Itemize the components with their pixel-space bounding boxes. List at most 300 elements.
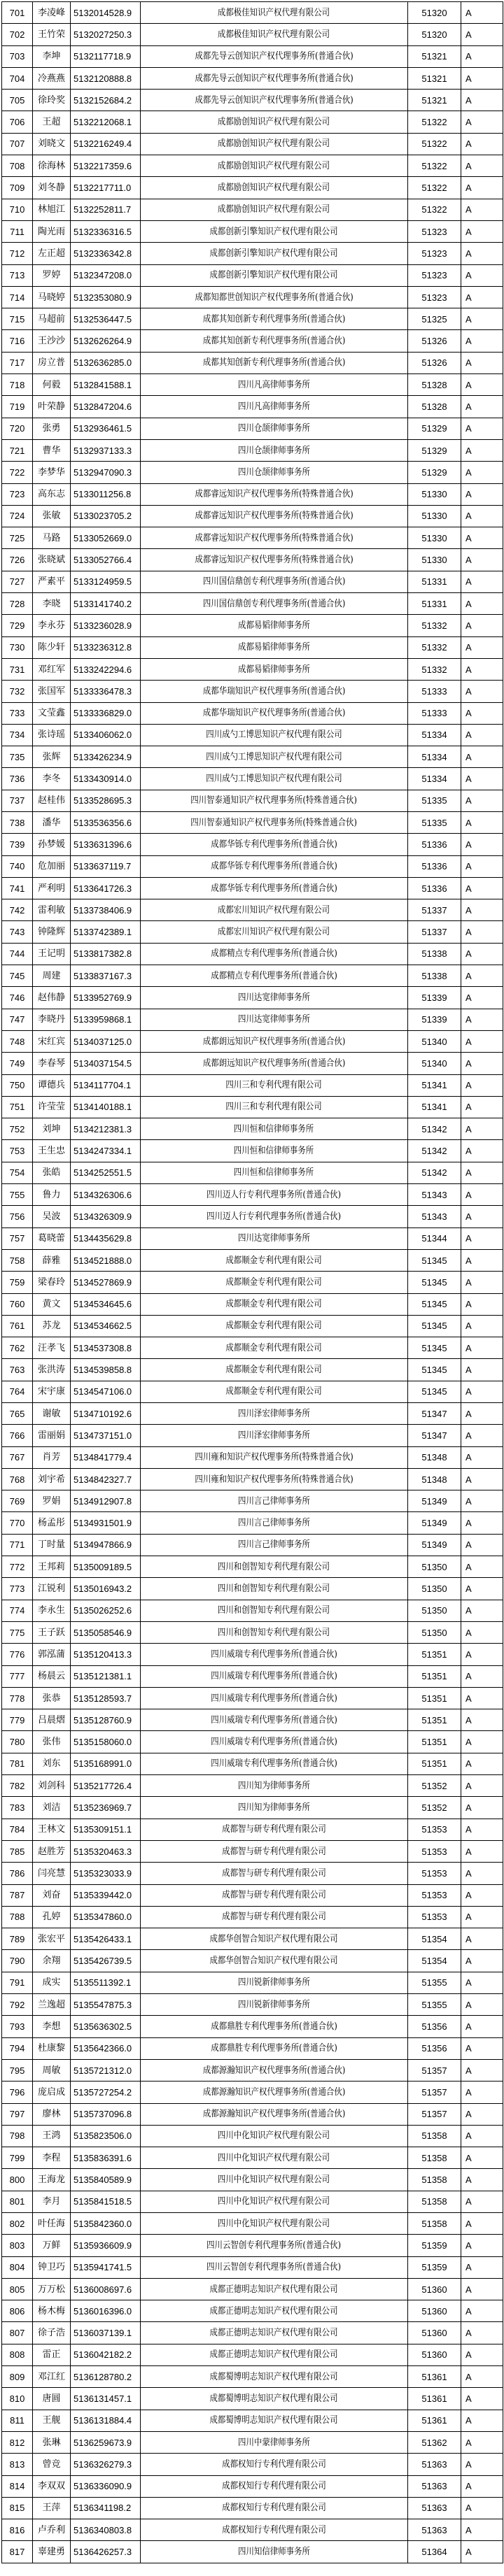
row-number-cell: 767	[2, 1446, 33, 1468]
category-cell: A	[461, 1272, 503, 1293]
table-row	[2, 2388, 503, 2410]
agency-code-cell: 51330	[408, 527, 461, 549]
certificate-number-cell: 5135941741.5	[71, 2256, 141, 2278]
agency-name-cell	[141, 483, 408, 505]
agency-code-cell: 51342	[408, 1118, 461, 1140]
agency-code-cell: 51332	[408, 615, 461, 636]
category-cell: A	[461, 45, 503, 67]
agency-name-cell	[141, 1140, 408, 1162]
agency-code-cell: 51342	[408, 1162, 461, 1183]
agency-name-cell	[141, 834, 408, 855]
agency-name-cell	[141, 2, 408, 24]
agent-name-cell: 李永生	[33, 1600, 71, 1621]
agency-name-cell	[141, 418, 408, 439]
agent-name-cell: 李晓	[33, 593, 71, 615]
agency-name-cell	[141, 2235, 408, 2256]
agent-name-cell: 雷正	[33, 2344, 71, 2365]
category-cell: A	[461, 615, 503, 636]
agent-name-cell: 张晓斌	[33, 549, 71, 571]
certificate-number-cell: 5135836391.6	[71, 2147, 141, 2169]
certificate-number-cell: 5135936609.9	[71, 2235, 141, 2256]
table-row	[2, 220, 503, 242]
table-row	[2, 483, 503, 505]
table-row	[2, 2475, 503, 2497]
agent-name-cell: 黄文	[33, 1293, 71, 1315]
agency-code-cell: 51345	[408, 1293, 461, 1315]
agent-name-cell: 孙梦媛	[33, 834, 71, 855]
agency-name-cell	[141, 177, 408, 199]
agency-name-text: 成都权知行专利代理有限公司	[222, 2458, 326, 2470]
certificate-number-cell: 5135840589.9	[71, 2169, 141, 2191]
agency-name-cell	[141, 67, 408, 89]
row-number-cell: 737	[2, 790, 33, 811]
table-row	[2, 681, 503, 702]
agency-name-text: 四川威瑞专利代理事务所(普通合伙)	[211, 1649, 337, 1660]
agency-code-cell: 51337	[408, 921, 461, 943]
agency-name-cell	[141, 1074, 408, 1096]
agency-name-text: 成都顺金专利代理有限公司	[225, 1255, 323, 1266]
agency-name-cell	[141, 1096, 408, 1118]
table-row	[2, 768, 503, 790]
table-row	[2, 2125, 503, 2147]
agency-name-cell	[141, 2475, 408, 2497]
table-row	[2, 308, 503, 330]
certificate-number-cell: 5132014528.9	[71, 2, 141, 24]
row-number-cell: 707	[2, 133, 33, 155]
agency-name-text: 成都智与研专利代理有限公司	[222, 1890, 326, 1901]
agency-name-text: 四川成勺工博思知识产权代理有限公司	[206, 751, 342, 762]
agency-name-text: 四川凡高律师事务所	[238, 401, 310, 412]
agency-name-text: 成都蜀博明志知识产权代理有限公司	[209, 2393, 339, 2404]
agency-name-cell	[141, 1797, 408, 1819]
table-row	[2, 1600, 503, 1621]
agency-name-cell	[141, 681, 408, 702]
certificate-number-cell: 5134326309.9	[71, 1206, 141, 1227]
row-number-cell: 706	[2, 111, 33, 133]
category-cell: A	[461, 1053, 503, 1074]
agency-code-cell: 51351	[408, 1731, 461, 1753]
agent-name-cell: 王竹荣	[33, 24, 71, 45]
agency-name-cell	[141, 439, 408, 461]
certificate-number-cell: 5134037125.0	[71, 1030, 141, 1052]
agency-code-cell: 51351	[408, 1709, 461, 1731]
agency-name-text: 四川威瑞专利代理事务所(普通合伙)	[211, 1737, 337, 1748]
row-number-cell: 810	[2, 2388, 33, 2410]
agent-name-cell: 叶荣静	[33, 396, 71, 418]
category-cell: A	[461, 483, 503, 505]
table-row	[2, 111, 503, 133]
table-row	[2, 155, 503, 177]
category-cell: A	[461, 1994, 503, 2016]
category-cell: A	[461, 2016, 503, 2037]
agency-name-text: 四川仓颉律师事务所	[238, 445, 310, 456]
table-row	[2, 2278, 503, 2300]
agent-name-cell: 徐子浩	[33, 2322, 71, 2344]
certificate-number-cell: 5132336316.5	[71, 220, 141, 242]
certificate-number-cell: 5133124959.5	[71, 571, 141, 592]
table-row	[2, 2235, 503, 2256]
row-number-cell: 741	[2, 877, 33, 899]
row-number-cell: 783	[2, 1797, 33, 1819]
table-row	[2, 2431, 503, 2453]
agency-code-cell: 51356	[408, 2016, 461, 2037]
row-number-cell: 817	[2, 2541, 33, 2563]
row-number-cell: 806	[2, 2300, 33, 2322]
certificate-number-cell: 5132947090.3	[71, 462, 141, 483]
category-cell: A	[461, 681, 503, 702]
agency-name-cell	[141, 462, 408, 483]
agency-name-cell	[141, 374, 408, 396]
agency-code-cell: 51322	[408, 155, 461, 177]
agent-name-cell: 钟隆辉	[33, 921, 71, 943]
agency-name-cell	[141, 2256, 408, 2278]
category-cell: A	[461, 2366, 503, 2388]
agency-name-cell	[141, 855, 408, 877]
category-cell: A	[461, 746, 503, 768]
category-cell: A	[461, 2147, 503, 2169]
row-number-cell: 812	[2, 2431, 33, 2453]
agent-name-cell: 梁春玲	[33, 1272, 71, 1293]
table-row	[2, 2300, 503, 2322]
row-number-cell: 786	[2, 1863, 33, 1884]
agent-name-cell: 何毅	[33, 374, 71, 396]
row-number-cell: 802	[2, 2212, 33, 2234]
certificate-number-cell: 5133641726.3	[71, 877, 141, 899]
agency-code-cell: 51345	[408, 1337, 461, 1359]
agency-code-cell: 51342	[408, 1140, 461, 1162]
agency-code-cell: 51344	[408, 1227, 461, 1249]
agency-code-cell: 51345	[408, 1272, 461, 1293]
row-number-cell: 784	[2, 1819, 33, 1840]
agency-code-cell: 51363	[408, 2475, 461, 2497]
table-row	[2, 1928, 503, 1950]
certificate-number-cell: 5134435629.8	[71, 1227, 141, 1249]
agent-name-cell: 刘奋	[33, 1884, 71, 1906]
agency-code-cell: 51334	[408, 746, 461, 768]
agency-name-text: 成都华铄专利代理事务所(普通合伙)	[211, 861, 337, 872]
agent-name-cell: 罗婷	[33, 264, 71, 286]
agency-name-cell	[141, 2431, 408, 2453]
agency-name-cell	[141, 1600, 408, 1621]
category-cell: A	[461, 1775, 503, 1797]
category-cell: A	[461, 1578, 503, 1600]
agency-name-cell	[141, 2147, 408, 2169]
agency-name-text: 成都华瑞知识产权代理事务所(普通合伙)	[202, 708, 346, 719]
category-cell: A	[461, 2103, 503, 2125]
agent-name-cell: 刘东	[33, 1753, 71, 1774]
agent-name-cell: 王海龙	[33, 2169, 71, 2191]
table-row	[2, 462, 503, 483]
row-number-cell: 795	[2, 2059, 33, 2081]
row-number-cell: 733	[2, 702, 33, 724]
certificate-number-cell: 5133430914.0	[71, 768, 141, 790]
agency-code-cell: 51357	[408, 2103, 461, 2125]
agent-name-cell: 冷燕燕	[33, 67, 71, 89]
agency-name-cell	[141, 1206, 408, 1227]
category-cell: A	[461, 1665, 503, 1687]
certificate-number-cell: 5135727254.2	[71, 2082, 141, 2103]
table-row	[2, 439, 503, 461]
agency-code-cell: 51356	[408, 2037, 461, 2059]
agency-code-cell: 51336	[408, 855, 461, 877]
row-number-cell: 782	[2, 1775, 33, 1797]
agency-name-cell	[141, 1621, 408, 1643]
agency-name-text: 四川迈人行专利代理事务所(普通合伙)	[206, 1211, 342, 1222]
agent-name-cell: 杨木梅	[33, 2300, 71, 2322]
table-row	[2, 1096, 503, 1118]
row-number-cell: 816	[2, 2519, 33, 2541]
agency-name-text: 成都源瀚知识产权代理事务所(普通合伙)	[202, 2065, 346, 2076]
category-cell: A	[461, 1709, 503, 1731]
agency-code-cell: 51338	[408, 943, 461, 965]
agency-name-text: 成都先导云创知识产权代理事务所(普通合伙)	[195, 73, 354, 84]
agency-name-text: 成都权知行专利代理有限公司	[222, 2481, 326, 2492]
row-number-cell: 769	[2, 1490, 33, 1512]
table-row	[2, 1184, 503, 1206]
category-cell: A	[461, 111, 503, 133]
agency-name-text: 成都顺金专利代理有限公司	[225, 1386, 323, 1397]
agency-code-cell: 51333	[408, 681, 461, 702]
row-number-cell: 721	[2, 439, 33, 461]
table-row	[2, 2147, 503, 2169]
row-number-cell: 717	[2, 352, 33, 373]
row-number-cell: 758	[2, 1249, 33, 1271]
row-number-cell: 730	[2, 636, 33, 658]
agency-name-cell	[141, 1490, 408, 1512]
certificate-number-cell: 5134534645.6	[71, 1293, 141, 1315]
certificate-number-cell: 5132027250.3	[71, 24, 141, 45]
certificate-number-cell: 5136042182.2	[71, 2344, 141, 2365]
agency-name-text: 成都励创知识产权代理有限公司	[218, 138, 330, 150]
agency-name-cell	[141, 2497, 408, 2519]
category-cell: A	[461, 1227, 503, 1249]
agency-name-cell	[141, 2344, 408, 2365]
certificate-number-cell: 5132117718.9	[71, 45, 141, 67]
row-number-cell: 755	[2, 1184, 33, 1206]
table-row	[2, 1753, 503, 1774]
agency-code-cell: 51332	[408, 636, 461, 658]
agency-code-cell: 51349	[408, 1490, 461, 1512]
row-number-cell: 752	[2, 1118, 33, 1140]
row-number-cell: 761	[2, 1315, 33, 1337]
agent-name-cell: 张伟	[33, 1731, 71, 1753]
category-cell: A	[461, 1118, 503, 1140]
row-number-cell: 779	[2, 1709, 33, 1731]
table-row	[2, 1950, 503, 1972]
agency-code-cell: 51339	[408, 987, 461, 1009]
certificate-number-cell: 5134140188.1	[71, 1096, 141, 1118]
agent-name-cell: 李想	[33, 2016, 71, 2037]
table-row	[2, 2497, 503, 2519]
table-row	[2, 1446, 503, 1468]
certificate-number-cell: 5135642366.0	[71, 2037, 141, 2059]
row-number-cell: 805	[2, 2278, 33, 2300]
category-cell: A	[461, 2300, 503, 2322]
agent-name-cell: 李晓丹	[33, 1009, 71, 1030]
certificate-number-cell: 5134037154.5	[71, 1053, 141, 1074]
agency-name-cell	[141, 1009, 408, 1030]
category-cell: A	[461, 2125, 503, 2147]
category-cell: A	[461, 1074, 503, 1096]
agency-code-cell: 51333	[408, 702, 461, 724]
agent-name-cell: 廖林	[33, 2103, 71, 2125]
agency-code-cell: 51320	[408, 2, 461, 24]
table-row	[2, 1249, 503, 1271]
agency-name-text: 四川智泰通知识产权代理事务所(特殊普通合伙)	[190, 795, 358, 806]
certificate-number-cell: 5132847204.6	[71, 396, 141, 418]
agency-name-text: 成都易韬律师事务所	[238, 642, 310, 653]
category-cell: A	[461, 899, 503, 921]
row-number-cell: 754	[2, 1162, 33, 1183]
agency-code-cell: 51360	[408, 2322, 461, 2344]
agency-name-cell	[141, 45, 408, 67]
agency-name-cell	[141, 1665, 408, 1687]
category-cell: A	[461, 199, 503, 220]
row-number-cell: 727	[2, 571, 33, 592]
certificate-number-cell: 5132120888.8	[71, 67, 141, 89]
agent-name-cell: 苏龙	[33, 1315, 71, 1337]
agency-name-text: 四川威瑞专利代理事务所(普通合伙)	[211, 1714, 337, 1725]
agency-name-cell	[141, 921, 408, 943]
certificate-number-cell: 5134841779.4	[71, 1446, 141, 1468]
category-cell: A	[461, 702, 503, 724]
row-number-cell: 759	[2, 1272, 33, 1293]
agent-name-cell: 庞启成	[33, 2082, 71, 2103]
agent-name-cell: 曾竞	[33, 2454, 71, 2475]
row-number-cell: 751	[2, 1096, 33, 1118]
agency-name-cell	[141, 2366, 408, 2388]
certificate-number-cell: 5134534662.5	[71, 1315, 141, 1337]
table-row	[2, 2191, 503, 2212]
certificate-number-cell: 5136341198.2	[71, 2497, 141, 2519]
roster-table	[1, 1, 503, 2563]
certificate-number-cell: 5135009189.5	[71, 1556, 141, 1578]
category-cell: A	[461, 2191, 503, 2212]
agency-name-text: 四川雍和知识产权代理事务所(特殊普通合伙)	[195, 1474, 354, 1485]
agent-name-cell: 危加丽	[33, 855, 71, 877]
table-row	[2, 1053, 503, 1074]
agency-name-cell	[141, 1644, 408, 1665]
category-cell: A	[461, 505, 503, 527]
agency-name-cell	[141, 264, 408, 286]
category-cell: A	[461, 1884, 503, 1906]
certificate-number-cell: 5133236028.9	[71, 615, 141, 636]
agency-code-cell: 51335	[408, 790, 461, 811]
agency-code-cell: 51357	[408, 2082, 461, 2103]
category-cell: A	[461, 2322, 503, 2344]
agency-code-cell: 51364	[408, 2541, 461, 2563]
agency-code-cell: 51361	[408, 2366, 461, 2388]
agency-name-cell	[141, 2103, 408, 2125]
row-number-cell: 778	[2, 1687, 33, 1709]
agent-name-cell: 陶光雨	[33, 220, 71, 242]
agency-code-cell: 51361	[408, 2410, 461, 2431]
table-row	[2, 921, 503, 943]
agency-name-cell	[141, 702, 408, 724]
agency-name-text: 成都华创智合知识产权代理有限公司	[209, 1933, 339, 1944]
category-cell: A	[461, 1863, 503, 1884]
table-row	[2, 2103, 503, 2125]
table-row	[2, 2454, 503, 2475]
table-row	[2, 1884, 503, 1906]
agency-name-cell	[141, 1249, 408, 1271]
agency-name-cell	[141, 24, 408, 45]
agent-name-cell: 郭泓蒲	[33, 1644, 71, 1665]
certificate-number-cell: 5133837167.3	[71, 965, 141, 987]
agent-name-cell: 李月	[33, 2191, 71, 2212]
table-row	[2, 1206, 503, 1227]
agent-name-cell: 张恭	[33, 1687, 71, 1709]
certificate-number-cell: 5135737096.8	[71, 2103, 141, 2125]
agent-name-cell: 李冬	[33, 768, 71, 790]
agent-name-cell: 杜康黎	[33, 2037, 71, 2059]
agent-name-cell: 张勇	[33, 418, 71, 439]
agent-name-cell: 房立普	[33, 352, 71, 373]
agency-name-cell	[141, 1994, 408, 2016]
table-row	[2, 1709, 503, 1731]
agent-name-cell: 王沙沙	[33, 330, 71, 352]
agency-code-cell: 51321	[408, 67, 461, 89]
table-row	[2, 243, 503, 264]
agency-name-cell	[141, 987, 408, 1009]
agency-code-cell: 51352	[408, 1797, 461, 1819]
category-cell: A	[461, 527, 503, 549]
row-number-cell: 794	[2, 2037, 33, 2059]
certificate-number-cell: 5135217726.4	[71, 1775, 141, 1797]
category-cell: A	[461, 1446, 503, 1468]
agency-name-cell	[141, 1293, 408, 1315]
row-number-cell: 796	[2, 2082, 33, 2103]
agency-name-cell	[141, 1950, 408, 1972]
agency-code-cell: 51351	[408, 1644, 461, 1665]
agent-name-cell: 王子跃	[33, 1621, 71, 1643]
certificate-number-cell: 5136128780.2	[71, 2366, 141, 2388]
agent-name-cell: 陈少轩	[33, 636, 71, 658]
table-row	[2, 1797, 503, 1819]
agency-name-text: 四川锐新律师事务所	[238, 1977, 310, 1988]
table-row	[2, 636, 503, 658]
certificate-number-cell: 5133637119.7	[71, 855, 141, 877]
certificate-number-cell: 5133742389.1	[71, 921, 141, 943]
row-number-cell: 735	[2, 746, 33, 768]
agency-code-cell: 51329	[408, 439, 461, 461]
agency-code-cell: 51355	[408, 1972, 461, 1993]
agency-name-cell	[141, 899, 408, 921]
agency-code-cell: 51351	[408, 1665, 461, 1687]
agency-name-text: 成都朗远知识产权代理事务所(普通合伙)	[202, 1036, 346, 1047]
agency-code-cell: 51358	[408, 2147, 461, 2169]
table-row	[2, 965, 503, 987]
certificate-number-cell: 5135721312.0	[71, 2059, 141, 2081]
agency-name-text: 成都睿远知识产权代理事务所(特殊普通合伙)	[195, 511, 354, 522]
agent-name-cell: 潘华	[33, 811, 71, 833]
agent-name-cell: 王舰	[33, 2410, 71, 2431]
agency-name-text: 成都顺金专利代理有限公司	[225, 1342, 323, 1353]
agency-name-text: 四川云智创专利代理事务所(普通合伙)	[206, 2240, 342, 2251]
agency-name-cell	[141, 1556, 408, 1578]
agent-name-cell: 李程	[33, 2147, 71, 2169]
category-cell: A	[461, 943, 503, 965]
agency-name-text: 成都易韬律师事务所	[238, 664, 310, 675]
agency-code-cell: 51341	[408, 1096, 461, 1118]
table-row	[2, 1972, 503, 1993]
table-row	[2, 877, 503, 899]
agency-code-cell: 51359	[408, 2256, 461, 2278]
agent-name-cell: 杨孟彤	[33, 1512, 71, 1534]
agency-name-text: 四川仓颉律师事务所	[238, 423, 310, 434]
agency-name-text: 成都励创知识产权代理有限公司	[218, 183, 330, 194]
certificate-number-cell: 5135842360.0	[71, 2212, 141, 2234]
